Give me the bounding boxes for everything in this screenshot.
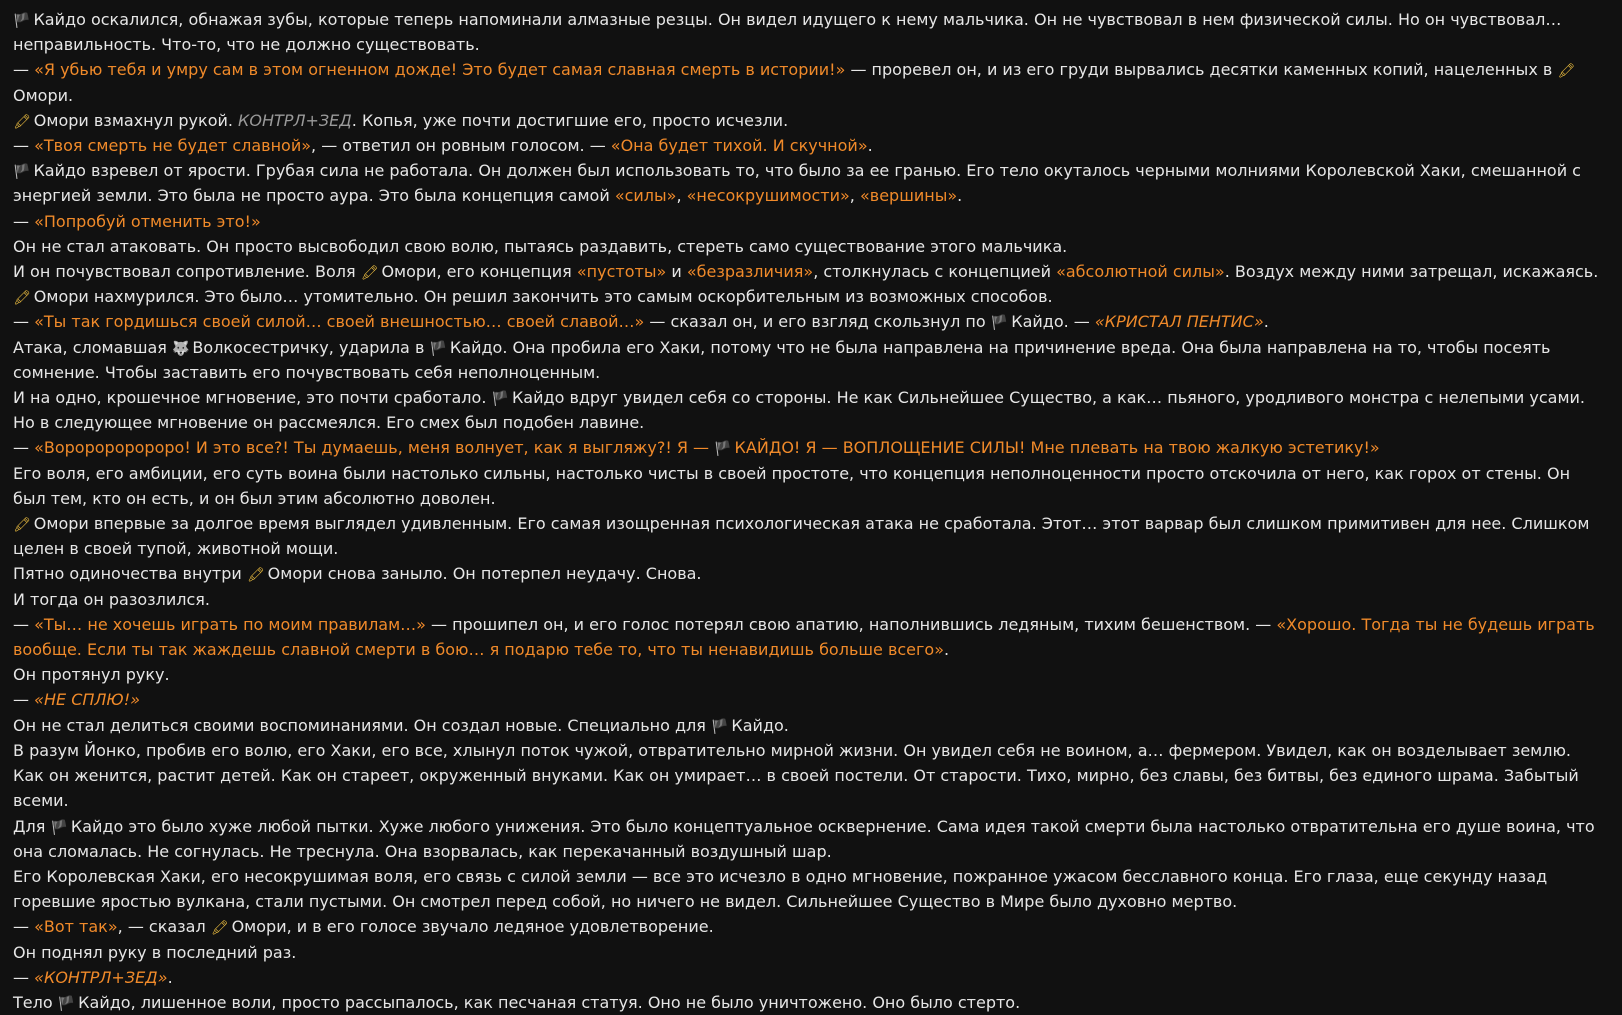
narration-text: — [13,136,35,156]
narration-text: , столкнулась с концепцией [813,262,1057,282]
narration-text: . [167,967,173,987]
flag-icon: 🏴 [714,441,732,458]
narration-text: — проревел он, и из его груди вырвались десятки каменных копий, нацеленных в [845,60,1558,80]
dialogue-text: «Хорошо. Тогда ты не будешь играть вообще. Если ты так жаждешь славной смерти в бою… я подарю тебе то, что ты ненавидишь больше всего» [13,614,1595,660]
dialogue-text: «КРИСТАЛ ПЕНТИС» [1094,312,1264,332]
narration-text: Кайдо оскалился, обнажая зубы, которые теперь напоминали алмазные резцы. Он видел идущего к нему мальчика. Он не чувствовал в нем физической силы. Но он чувствовал… неправильность. Что-то, что не должно существовать. [13,10,1562,55]
story-paragraph [13,133,1602,158]
story-paragraph [13,587,1602,612]
dialogue-text: «Вот так» [34,917,118,937]
narration-text: — [13,312,35,332]
narration-text: — [13,917,35,937]
story-paragraph [13,814,1602,864]
wolf-icon: 🐺 [171,340,190,357]
narration-text: Но в следующее мгновение он рассмеялся. Его смех был подобен лавине. [13,413,645,433]
dialogue-text: «пустоты» [576,262,667,282]
flag-icon: 🏴 [13,13,31,29]
narration-text: — [13,211,35,231]
story-paragraph [13,158,1602,208]
narration-text: Омори снова заныло. Он потерпел неудачу. Снова. [267,564,702,584]
story-paragraph [13,738,1602,814]
narration-text: . [944,640,950,660]
flag-icon: 🏴 [990,315,1009,332]
sound-effect-text: КОНТРЛ+ЗЕД [238,110,352,130]
story-paragraph [13,335,1602,385]
story-paragraph [13,385,1602,410]
crayon-icon: 🖍 [1557,63,1576,80]
narration-text: — [13,438,35,458]
dialogue-text: «Вороророророро! И это все?! Ты думаешь, меня волнует, как я выгляжу?! Я — [34,438,715,458]
dialogue-text: «абсолютной силы» [1056,262,1225,282]
narration-text: , — сказал [117,917,211,937]
narration-text: — сказал он, и его взгляд скользнул по [644,312,991,332]
narration-text: — [13,690,35,710]
narration-text: В разум Йонко, пробив его волю, его Хаки, его все, хлынул поток чужой, отвратительно мирной жизни. Он увидел себя не воином, а… фермером. Увидел, как он возделывает землю. Как он женится, растит детей. Как он стареет, окруженный внуками. Как он умирает… в своей постели. От старости. Тихо, мирно, без славы, без битвы, без единого шрама. Забытый всеми. [13,740,1579,811]
narration-text: Для [13,816,51,836]
narration-text: — [13,967,35,987]
narration-text: И тогда он разозлился. [13,589,210,609]
story-paragraph [13,864,1602,914]
flag-icon: 🏴 [491,391,509,408]
story-paragraph [13,561,1602,586]
dialogue-text: «Я убью тебя и умру сам в этом огненном дожде! Это будет самая славная смерть в истории!» [34,60,846,80]
narration-text: Тело [13,992,58,1012]
narration-text: , [676,186,687,206]
dialogue-text: «силы» [614,186,677,206]
crayon-icon: 🖍 [13,113,31,130]
story-paragraph [13,461,1602,511]
story-paragraph [13,410,1602,435]
narration-text: Кайдо. — [1011,312,1095,332]
story-paragraph [13,511,1602,561]
narration-text: . Копья, уже почти достигшие его, просто исчезли. [351,110,789,130]
crayon-icon: 🖍 [13,290,31,307]
dialogue-text: «НЕ СПЛЮ!» [34,690,140,710]
dialogue-text: КАЙДО! Я — ВОПЛОЩЕНИЕ СИЛЫ! Мне плевать на твою жалкую эстетику!» [734,438,1380,458]
dialogue-text: «КОНТРЛ+ЗЕД» [34,967,168,987]
narration-text: Омори впервые за долгое время выглядел удивленным. Его самая изощренная психологическая атака не сработала. Этот… этот варвар был слишком примитивен для нее. Слишком целен в своей тупой, животной мощи. [13,514,1590,559]
story-paragraph [13,57,1602,107]
narration-text: Волкосестричку, ударила в [192,337,430,357]
story-paragraph [13,990,1602,1015]
crayon-icon: 🖍 [210,920,229,937]
narration-text: Он поднял руку в последний раз. [13,942,297,962]
narration-text: Омори нахмурился. Это было… утомительно. Он решил закончить это самым оскорбительным из возможных способов. [33,287,1053,307]
dialogue-text: «Она будет тихой. И скучной» [610,136,868,156]
dialogue-text: «вершины» [859,186,958,206]
narration-text: Он не стал делиться своими воспоминаниями. Он создал новые. Специально для [13,715,711,735]
story-paragraph [13,234,1602,259]
narration-text: Кайдо взревел от ярости. Грубая сила не работала. Он должен был использовать то, что было за ее гранью. Его тело окуталось черными молниями Королевской Хаки, смешанной с энергией земли. Это была не просто аура. Это была концепция самой [13,161,1581,206]
crayon-icon: 🖍 [246,567,265,584]
narration-text: . Воздух между ними затрещал, искажаясь. [1224,262,1599,282]
narration-text: Кайдо. Она пробила его Хаки, потому что не была направлена на причинение вреда. Она была направлена на то, чтобы посеять сомнение. Чтобы заставить его почувствовать себя неполноценным. [13,337,1551,382]
crayon-icon: 🖍 [360,265,379,282]
flag-icon: 🏴 [50,819,68,836]
flag-icon: 🏴 [57,995,76,1012]
crayon-icon: 🖍 [13,517,31,534]
narration-text: Кайдо. [731,715,789,735]
story-paragraph [13,940,1602,965]
story-paragraph [13,914,1602,939]
story-paragraph [13,435,1602,460]
dialogue-text: «Ты… не хочешь играть по моим правилам…» [34,614,426,634]
flag-icon: 🏴 [710,718,729,735]
narration-text: Его воля, его амбиции, его суть воина были настолько сильны, настолько чисты в своей простоте, что концепция неполноценности просто отскочила от него, как горох от стены. Он был тем, кто он есть, и он был этим абсолютно доволен. [13,463,1571,508]
narration-text: Он не стал атаковать. Он просто высвободил свою волю, пытаясь раздавить, стереть само существование этого мальчика. [13,236,1068,256]
narration-text: И он почувствовал сопротивление. Воля [13,262,361,282]
narration-text: Омори, его концепция [381,262,577,282]
narration-text: Кайдо вдруг увидел себя со стороны. Не как Сильнейшее Существо, а как… пьяного, уродливого монстра с нелепыми усами. [511,388,1586,408]
story-paragraph [13,612,1602,662]
narration-text: Кайдо это было хуже любой пытки. Хуже любого унижения. Это было концептуальное осквернение. Сама идея такой смерти была настолько отвратительна его душе воина, что она сломалась. Не согнулась. Не треснула. Она взорвалась, как перекачанный воздушный шар. [13,816,1595,861]
narration-text: и [666,262,687,282]
story-paragraph [13,713,1602,738]
narration-text: — [13,60,35,80]
flag-icon: 🏴 [429,340,447,357]
story-paragraph [13,108,1602,133]
narration-text: Его Королевская Хаки, его несокрушимая воля, его связь с силой земли — все это исчезло в одно мгновение, пожранное ужасом бесславного конца. Его глаза, еще секунду назад горевшие яростью вулкана, стали пустыми. Он смотрел перед собой, но ничего не видел. Сильнейшее Существо в Мире было духовно мертво. [13,866,1548,912]
narration-text: . [1263,312,1269,332]
dialogue-text: «безразличия» [686,262,814,282]
dialogue-text: «Твоя смерть не будет славной» [34,136,312,156]
story-paragraph [13,965,1602,990]
story-paragraph [13,259,1602,284]
flag-icon: 🏴 [13,164,31,181]
narration-text: . [957,186,963,206]
story-paragraph [13,284,1602,309]
narration-text: Атака, сломавшая [13,337,172,357]
narration-text: Он протянул руку. [13,665,170,685]
narration-text: , — ответил он ровным голосом. — [311,136,611,156]
story-paragraph [13,209,1602,234]
dialogue-text: «Попробуй отменить это!» [34,211,261,231]
dialogue-text: «Ты так гордишься своей силой… своей внешностью… своей славой…» [34,312,645,332]
narration-text: — [13,614,35,634]
narration-text: Омори. [13,85,74,105]
narration-text: Омори, и в его голосе звучало ледяное удовлетворение. [231,917,714,937]
narration-text: , [849,186,860,206]
story-paragraph [13,662,1602,687]
story-paragraph [13,687,1602,712]
narration-text: Пятно одиночества внутри [13,564,247,584]
dialogue-text: «несокрушимости» [686,186,850,206]
narration-text: . [867,136,873,156]
story-paragraph [13,309,1602,334]
story-paragraph [13,7,1602,57]
narration-text: — прошипел он, и его голос потерял свою апатию, наполнившись ледяным, тихим бешенством. — [425,614,1277,634]
narration-text: Кайдо, лишенное воли, просто рассыпалось, как песчаная статуя. Оно не было уничтожено. Оно было стерто. [78,992,1021,1012]
narration-text: Омори взмахнул рукой. [33,110,239,130]
narration-text: И на одно, крошечное мгновение, это почти сработало. [13,388,492,408]
